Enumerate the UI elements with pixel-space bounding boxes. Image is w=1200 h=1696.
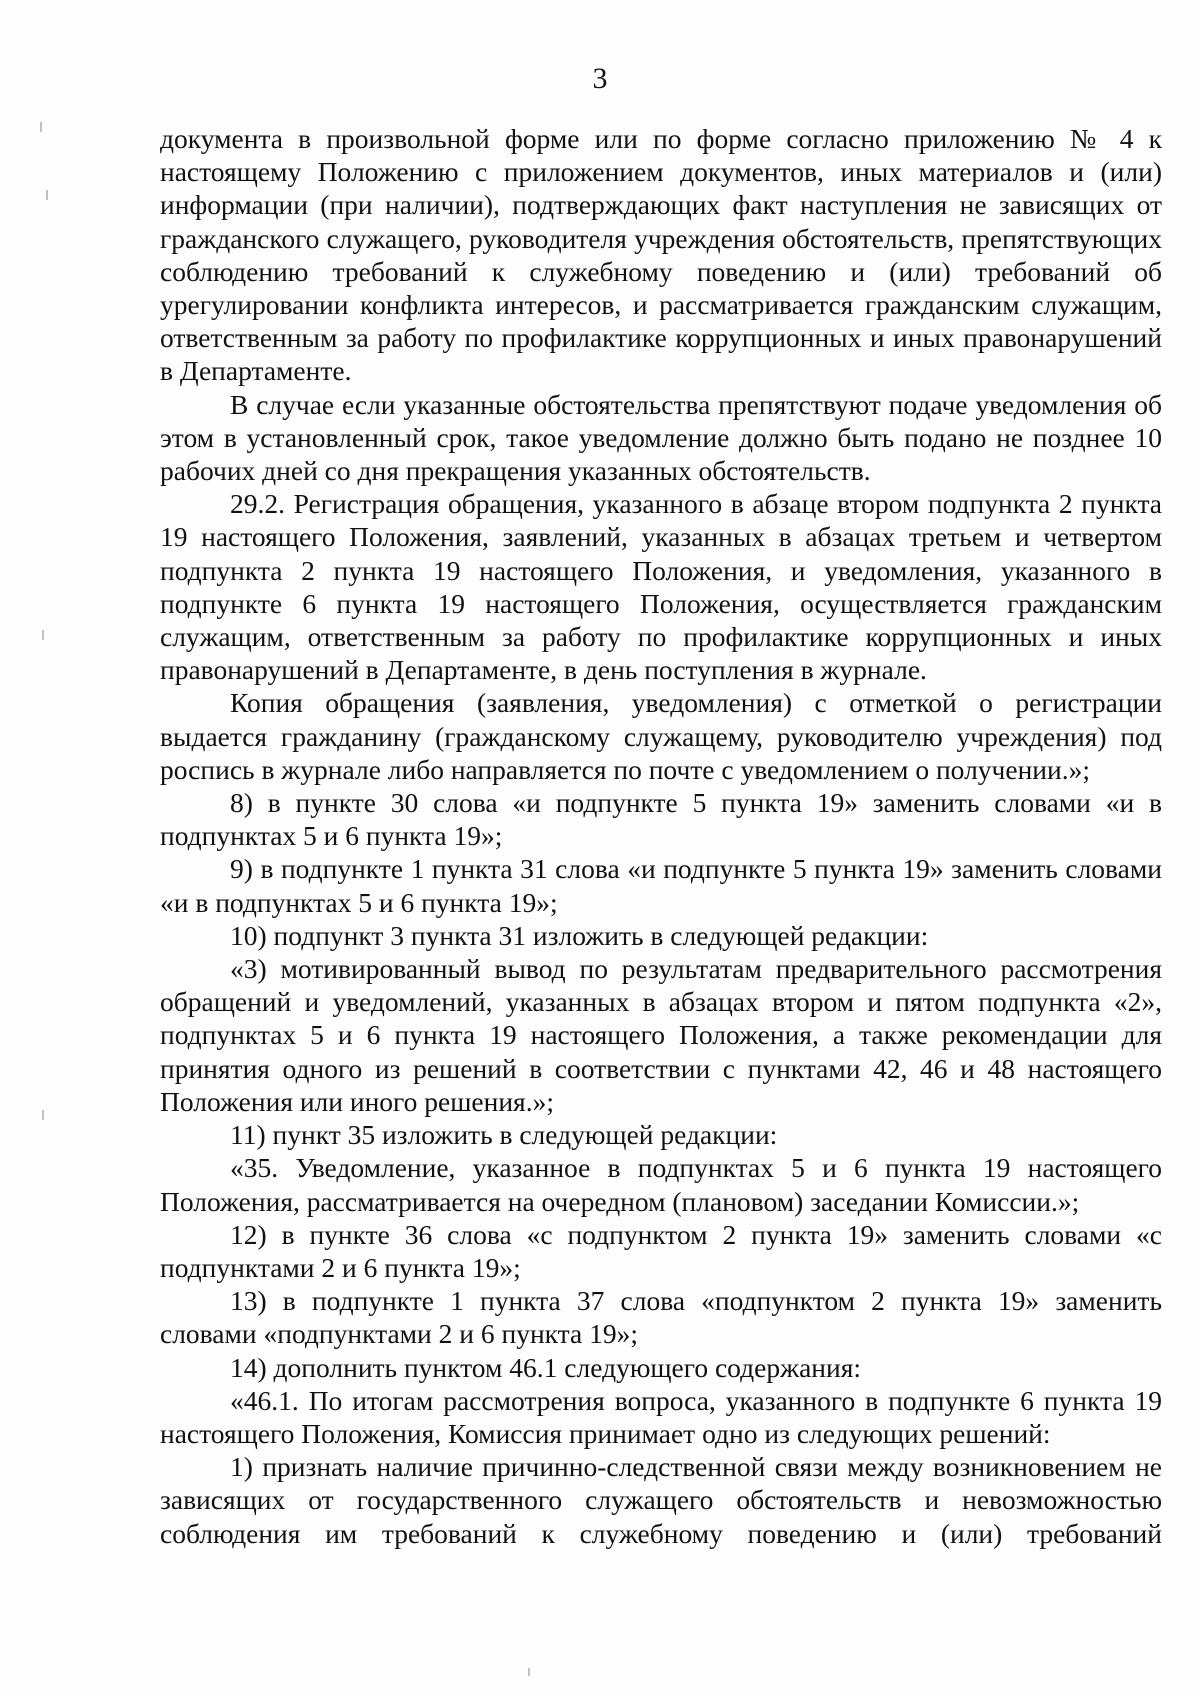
paragraph: В случае если указанные обстоятельства препятствуют подаче уведомления об этом в установленный срок, такое уведомление должно быть подано не позднее 10 рабочих дней со дня прекращения указанных обстоятельств. [160, 388, 1162, 487]
amendment-item-11: 11) пункт 35 изложить в следующей редакции: [230, 1119, 778, 1151]
document-body [160, 122, 1162, 1550]
amendment-item-14: 14) дополнить пунктом 46.1 следующего содержания: [230, 1351, 862, 1383]
paragraph: Копия обращения (заявления, уведомления) с отметкой о регистрации выдается гражданину (гражданскому служащему, руководителю учреждения) под роспись в журнале либо направляется по почте с уведомлением о получении.»; [160, 687, 1162, 785]
amendment-item-12: 12) в пункте 36 слова «с подпунктом 2 пункта 19» заменить словами «с подпунктами 2 и 6 пункта 19»; [160, 1218, 1162, 1283]
amendment-item-9: 9) в подпункте 1 пункта 31 слова «и подпункте 5 пункта 19» заменить словами «и в подпунктах 5 и 6 пункта 19»; [160, 853, 1162, 918]
scan-speck [42, 1110, 44, 1120]
scan-speck [42, 630, 44, 640]
amendment-item-8: 8) в пункте 30 слова «и подпункте 5 пункта 19» заменить словами «и в подпунктах 5 и 6 пункта 19»; [160, 787, 1162, 852]
paragraph-continuation: документа в произвольной форме или по форме согласно приложению № 4 к настоящему Положению с приложением документов, иных материалов и (или) информации (при наличии), подтверждающих факт наступления не зависящих от гражданского служащего, руководителя учреждения обстоятельств, препятствующих соблюдению требований к служебному поведению и (или) требований об урегулировании конфликта интересов, и рассматривается гражданским служащим, ответственным за работу по профилактике коррупционных и иных правонарушений в Департаменте. [160, 123, 1162, 387]
quoted-item-35: «35. Уведомление, указанное в подпунктах 5 и 6 пункта 19 настоящего Положения, рассматривается на очередном (плановом) заседании Комиссии.»; [160, 1152, 1162, 1217]
amendment-item-10: 10) подпункт 3 пункта 31 изложить в следующей редакции: [230, 919, 929, 951]
amendment-item-13: 13) в подпункте 1 пункта 37 слова «подпунктом 2 пункта 19» заменить словами «подпунктами 2 и 6 пункта 19»; [160, 1285, 1162, 1350]
scan-speck [528, 1668, 530, 1676]
decision-option-1: 1) признать наличие причинно-следственной связи между возникновением не зависящих от государственного служащего обстоятельств и невозможностью соблюдения им требований к служебному поведению и (или) требований [160, 1451, 1162, 1549]
quoted-subitem-3: «3) мотивированный вывод по результатам предварительного рассмотрения обращений и уведомлений, указанных в абзацах втором и пятом подпункта «2», подпунктах 5 и 6 пункта 19 настоящего Положения, а также рекомендации для принятия одного из решений в соответствии с пунктами 42, 46 и 48 настоящего Положения или иного решения.»; [160, 953, 1162, 1117]
page-number: 3 [592, 62, 608, 95]
scan-speck [46, 190, 48, 200]
scan-speck [40, 122, 42, 132]
paragraph-29-2: 29.2. Регистрация обращения, указанного в абзаце втором подпункта 2 пункта 19 настоящего Положения, заявлений, указанных в абзацах третьем и четвертом подпункта 2 пункта 19 настоящего Положения, и уведомления, указанного в подпункте 6 пункта 19 настоящего Положения, осуществляется гражданским служащим, ответственным за работу по профилактике коррупционных и иных правонарушений в Департаменте, в день поступления в журнале. [160, 488, 1162, 686]
quoted-item-46-1: «46.1. По итогам рассмотрения вопроса, указанного в подпункте 6 пункта 19 настоящего Положения, Комиссия принимает одно из следующих решений: [160, 1384, 1162, 1449]
